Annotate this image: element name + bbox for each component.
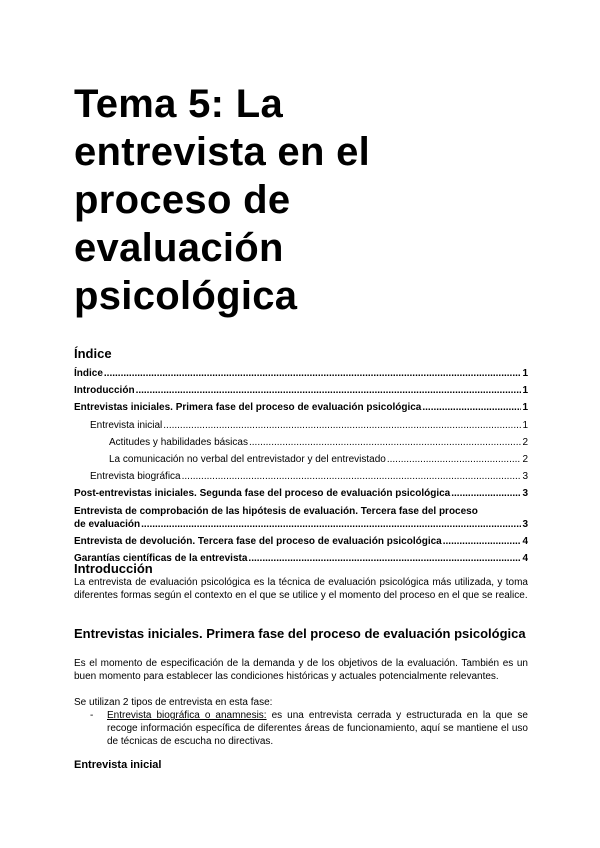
- toc-entry-page: 4: [522, 552, 528, 564]
- toc-heading: Índice: [74, 346, 112, 361]
- toc-entry-page: 3: [522, 471, 528, 483]
- toc-leader: [443, 533, 522, 550]
- toc-entry-page: 3: [522, 518, 528, 530]
- toc-entry-page: 1: [522, 419, 528, 431]
- toc-leader: [182, 468, 522, 485]
- toc-entry-title: Actitudes y habilidades básicas: [109, 436, 248, 448]
- table-of-contents: [74, 365, 528, 567]
- subsection-heading: Entrevista inicial: [74, 759, 162, 771]
- toc-entry[interactable]: [74, 417, 528, 434]
- toc-entry-page: 2: [522, 454, 528, 466]
- toc-entry-title: Entrevistas iniciales. Primera fase del proceso de evaluación psicológica: [74, 402, 422, 414]
- toc-leader: [163, 417, 521, 434]
- toc-entry-page: 3: [522, 488, 528, 500]
- toc-entry-title: Introducción: [74, 385, 135, 397]
- section-heading: Entrevistas iniciales. Primera fase del proceso de evaluación psicológica: [74, 626, 526, 641]
- toc-entry-page: 2: [522, 436, 528, 448]
- section-paragraph: Es el momento de especificación de la demanda y de los objetivos de la evaluación. También es un buen momento para establecer las condiciones históricas y actuales potencialmente relevantes.: [74, 658, 528, 682]
- intro-paragraph: La entrevista de evaluación psicológica es la técnica de evaluación psicológica más utilizada, y toma diferentes formas según el contexto en el que se utilice y el momento del proceso en el que se realice.: [74, 577, 528, 601]
- toc-entry[interactable]: [74, 485, 528, 502]
- toc-entry[interactable]: [74, 468, 528, 485]
- toc-leader: [422, 399, 521, 416]
- toc-entry[interactable]: [74, 365, 528, 382]
- toc-entry[interactable]: [74, 533, 528, 550]
- toc-entry-title: Entrevista inicial: [90, 419, 163, 431]
- list-item-text: es una entrevista cerrada y estructurada en la que se recoge información específica de diferentes áreas de funcionamiento, aquí se mantiene el uso de técnicas de escucha no directivas.: [107, 710, 528, 747]
- toc-entry-title-line1: Entrevista de comprobación de las hipótesis de evaluación. Tercera fase del proceso: [74, 505, 478, 517]
- toc-entry-page: 1: [522, 402, 528, 414]
- toc-leader: [249, 434, 521, 451]
- toc-entry-title-line2: de evaluación: [74, 518, 141, 530]
- list-item: [90, 709, 528, 748]
- toc-entry-title: Garantías científicas de la entrevista: [74, 552, 248, 564]
- toc-leader: [136, 382, 522, 399]
- toc-leader: [387, 451, 522, 468]
- toc-entry[interactable]: [74, 503, 528, 533]
- toc-leader: [248, 550, 521, 567]
- list-bullet: -: [90, 710, 94, 721]
- document-title: Tema 5: La entrevista en el proceso de evaluación psicológica: [74, 82, 371, 318]
- toc-leader: [141, 518, 521, 531]
- toc-entry-title: Entrevista biográfica: [90, 471, 181, 483]
- toc-entry[interactable]: [74, 399, 528, 416]
- toc-entry-page: 4: [522, 535, 528, 547]
- toc-entry-title: La comunicación no verbal del entrevistador y del entrevistado: [109, 454, 386, 466]
- toc-entry-title: Entrevista de devolución. Tercera fase del proceso de evaluación psicológica: [74, 535, 442, 547]
- toc-leader: [451, 485, 521, 502]
- toc-entry[interactable]: [74, 434, 528, 451]
- section-paragraph-2: Se utilizan 2 tipos de entrevista en esta fase:: [74, 697, 273, 708]
- list-item-term: Entrevista biográfica o anamnesis:: [107, 710, 267, 721]
- toc-entry-title: Post-entrevistas iniciales. Segunda fase del proceso de evaluación psicológica: [74, 488, 451, 500]
- toc-entry[interactable]: [74, 382, 528, 399]
- toc-entry-page: 1: [522, 368, 528, 379]
- toc-entry-page: 1: [522, 385, 528, 397]
- toc-entry[interactable]: [74, 451, 528, 468]
- toc-leader: [104, 365, 522, 382]
- toc-entry-title: Índice: [74, 368, 103, 379]
- intro-heading: Introducción: [74, 561, 153, 576]
